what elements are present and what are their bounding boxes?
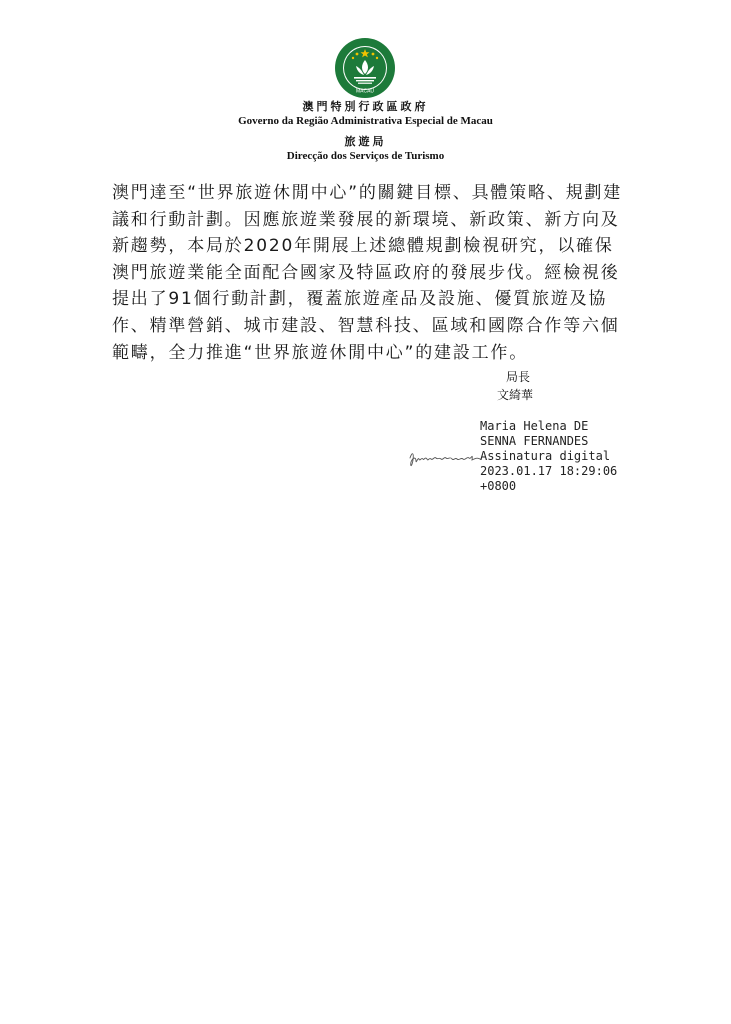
department-name-portuguese: Direcção dos Serviços de Turismo xyxy=(286,150,445,162)
department-name-chinese: 旅遊局 xyxy=(344,135,387,148)
signatory-name: 文綺華 xyxy=(497,388,534,402)
signature-icon xyxy=(408,448,486,470)
emblem-seal-text: MACAU xyxy=(355,88,375,95)
signatory-title: 局長 xyxy=(506,370,531,384)
government-name-portuguese: Governo da Região Administrativa Especial de Macau xyxy=(238,115,493,127)
macau-sar-emblem-icon xyxy=(334,37,396,99)
body-paragraph: 澳門達至“世界旅遊休閒中心”的關鍵目標、具體策略、規劃建議和行動計劃。因應旅遊業發展的新環境、新政策、新方向及新趨勢，本局於2020年開展上述總體規劃檢視研究，以確保澳門旅遊業能全面配合國家及特區政府的發展步伐。經檢視後提出了91個行動計劃，覆蓋旅遊產品及設施、優質旅遊及協作、精準營銷、城市建設、智慧科技、區域和國際合作等六個範疇，全力推進“世界旅遊休閒中心”的建設工作。 xyxy=(112,183,623,363)
digital-signature-block: Maria Helena DE SENNA FERNANDES Assinatura digital 2023.01.17 18:29:06 +0800 xyxy=(480,419,618,493)
government-name-chinese: 澳門特別行政區政府 xyxy=(302,100,429,113)
